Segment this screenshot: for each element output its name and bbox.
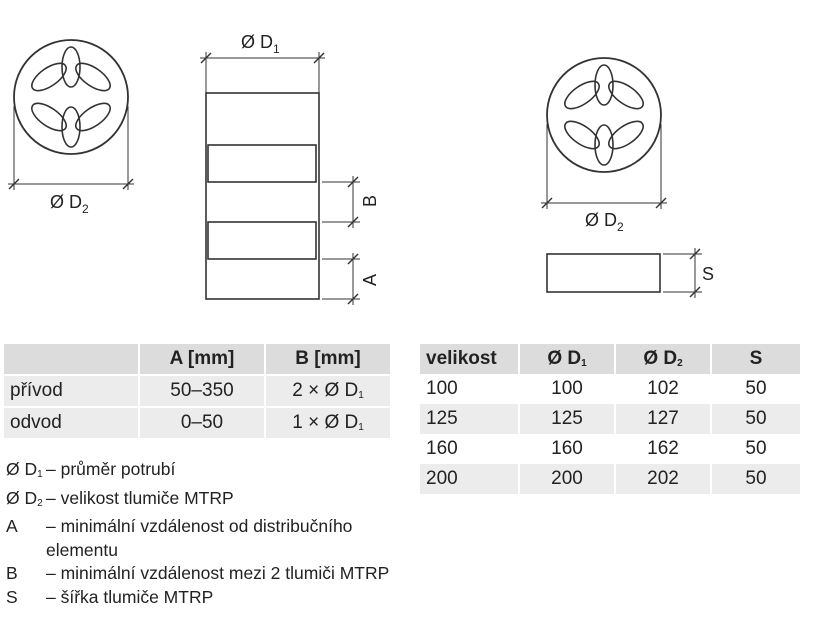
legend-key: S	[6, 586, 18, 607]
table-cell: 102	[616, 374, 712, 404]
legend-item	[6, 458, 406, 487]
legend-text: – šířka tlumiče MTRP	[46, 586, 214, 607]
svg-text:Ø D2: Ø $D_2$	[585, 210, 624, 234]
header-cell: velikost	[420, 344, 520, 374]
header-cell: A [mm]	[140, 344, 266, 374]
table-cell: 200	[520, 464, 616, 494]
header-cell: S	[712, 344, 800, 374]
dim-a-label: A	[360, 273, 380, 286]
table-row	[420, 434, 800, 464]
table-cell: 200	[420, 464, 520, 494]
table-cell: 125	[520, 404, 616, 434]
table-cell: 50–350	[140, 374, 266, 406]
table-row	[420, 374, 800, 404]
table-cell: 127	[616, 404, 712, 434]
legend-key: Ø $D_2$	[6, 487, 43, 509]
legend-item	[6, 515, 406, 562]
table-cell: 1 × Ø $D_1$	[266, 406, 390, 438]
table-row	[4, 374, 390, 406]
table-row	[420, 464, 800, 494]
dim-d2-label-left: Ø D	[50, 192, 83, 212]
table-cell: přívod	[4, 374, 140, 406]
table-mounting-distances	[4, 344, 390, 438]
dim-d2-label-right: Ø D	[585, 210, 618, 230]
legend-key: Ø $D_1$	[6, 459, 43, 480]
table-cell: 160	[420, 434, 520, 464]
legend-key: A	[6, 516, 18, 536]
table-cell: 50	[712, 464, 800, 494]
header-cell: Ø $D_1$	[520, 344, 616, 374]
table-row	[420, 404, 800, 434]
table-cell: 100	[520, 374, 616, 404]
header-cell: Ø $D_2$	[616, 344, 712, 374]
legend-text: – minimální vzdálenost mezi 2 tlumiči MTRP	[46, 563, 390, 583]
table-header-row	[4, 344, 390, 374]
svg-text:Ø D2: Ø $D_2$	[50, 192, 89, 216]
table-cell: 160	[520, 434, 616, 464]
svg-text:Ø D1: Ø $D_1$	[241, 32, 280, 56]
table-cell: 50	[712, 404, 800, 434]
legend-item	[6, 586, 406, 610]
table-cell: 0–50	[140, 406, 266, 438]
legend-text: – velikost tlumiče MTRP	[46, 487, 234, 508]
table-row	[4, 406, 390, 438]
legend-text: – průměr potrubí	[46, 459, 176, 479]
damper-front-view-right	[541, 58, 667, 234]
table-cell: 162	[616, 434, 712, 464]
legend-key: B	[6, 563, 18, 583]
legend-item	[6, 487, 406, 516]
damper-front-view-left	[8, 40, 134, 216]
table-cell: 2 × Ø $D_1$	[266, 374, 390, 406]
dim-b-label: B	[360, 194, 380, 207]
table-sizes	[420, 344, 800, 494]
header-cell	[4, 344, 140, 374]
damper-side-view	[547, 248, 714, 298]
table-cell: odvod	[4, 406, 140, 438]
dim-s-label: S	[702, 264, 715, 284]
table-cell: 202	[616, 464, 712, 494]
duct-side-view	[200, 32, 380, 305]
table-cell: 50	[712, 374, 800, 404]
table-cell: 50	[712, 434, 800, 464]
table-cell: 125	[420, 404, 520, 434]
dim-d1-label: Ø D	[241, 32, 274, 52]
legend-text: – minimální vzdálenost od distribučního elementu	[46, 516, 353, 560]
table-cell: 100	[420, 374, 520, 404]
legend	[6, 458, 406, 609]
legend-item	[6, 562, 406, 586]
header-cell: B [mm]	[266, 344, 390, 374]
table-header-row	[420, 344, 800, 374]
